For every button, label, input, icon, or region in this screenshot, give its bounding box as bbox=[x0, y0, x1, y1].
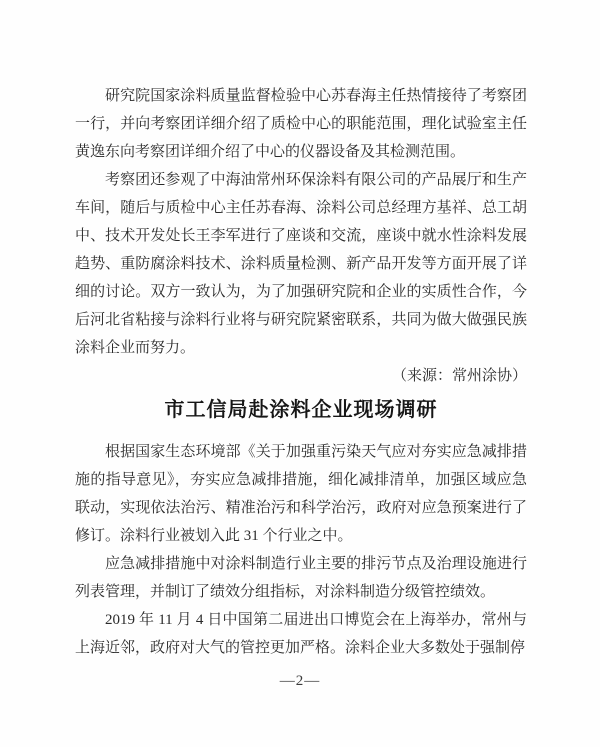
page-number: —2— bbox=[279, 673, 321, 689]
article1-paragraph-2: 考察团还参观了中海油常州环保涂料有限公司的产品展厅和生产车间，随后与质检中心主任苏春海、涂料公司总经理方基祥、总工胡中、技术开发处长王李军进行了座谈和交流，座谈中就水性涂料发展趋势、重防腐涂料技术、涂料质量检测、新产品开发等方面开展了详细的讨论。双方一致认为，为了加强研究院和企业的实质性合作，今后河北省粘接与涂料行业将与研究院紧密联系，共同为做大做强民族涂料企业而努力。 bbox=[75, 172, 527, 356]
article1-paragraph-1: 研究院国家涂料质量监督检验中心苏春海主任热情接待了考察团一行，并向考察团详细介绍了质检中心的职能范围，理化试验室主任黄逸东向考察团详细介绍了中心的仪器设备及其检测范围。 bbox=[75, 88, 527, 160]
page-content bbox=[75, 82, 527, 662]
article2-title: 市工信局赴涂料企业现场调研 bbox=[164, 399, 438, 421]
article2-paragraph-2: 应急减排措施中对涂料制造行业主要的排污节点及治理设施进行列表管理，并制订了绩效分组指标，对涂料制造分级管控绩效。 bbox=[75, 556, 527, 600]
article2-paragraph-1: 根据国家生态环境部《关于加强重污染天气应对夯实应急减排措施的指导意见》，夯实应急减排措施，细化减排清单，加强区域应急联动，实现依法治污、精准治污和科学治污，政府对应急预案进行了修订。涂料行业被划入此 31 个行业之中。 bbox=[75, 444, 527, 544]
article2-paragraph-3: 2019 年 11 月 4 日中国第二届进出口博览会在上海举办，常州与上海近邻，政府对大气的管控更加严格。涂料企业大多数处于强制停 bbox=[75, 612, 527, 656]
source-attribution: （来源：常州涂协） bbox=[391, 368, 527, 384]
